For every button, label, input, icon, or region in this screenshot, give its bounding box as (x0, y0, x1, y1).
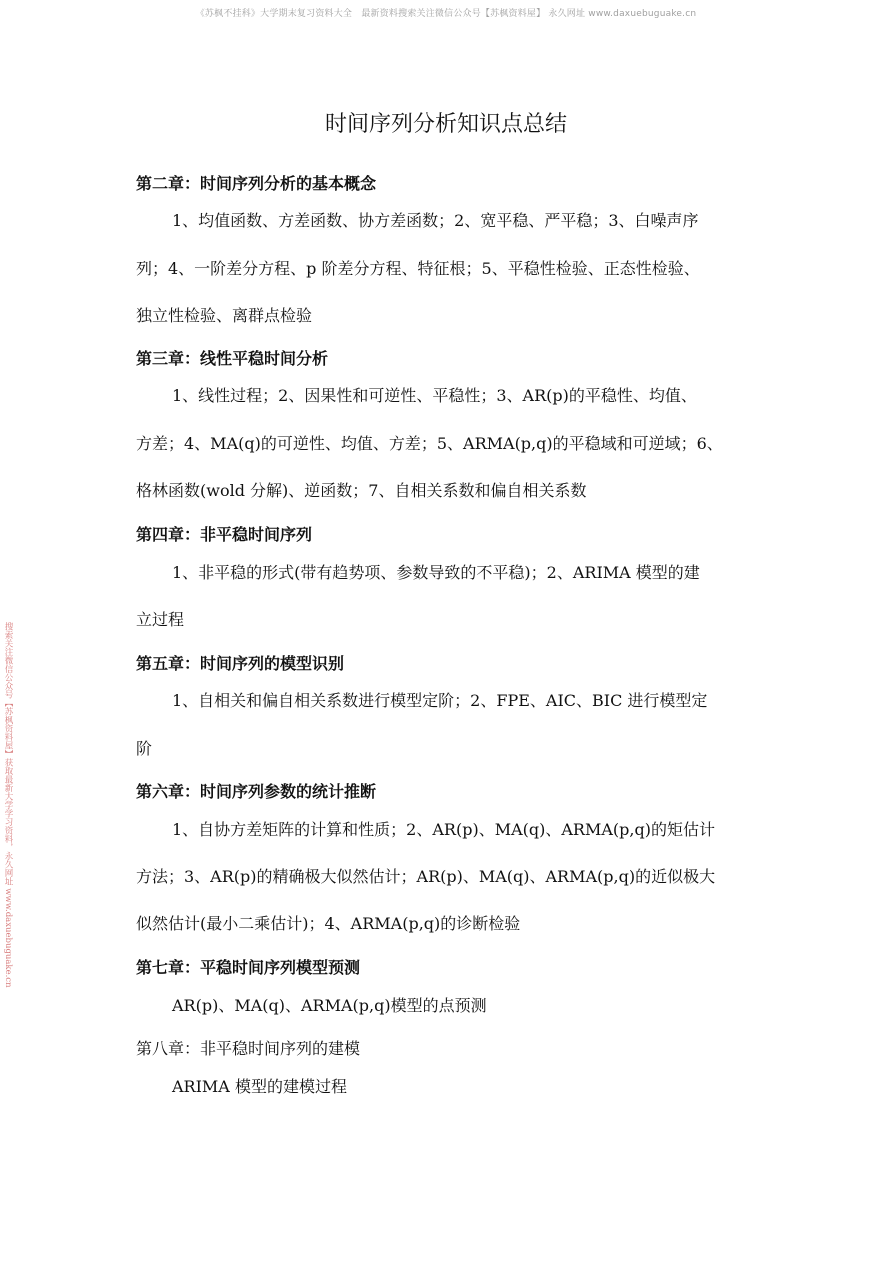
chapter-7-heading: 第七章：平稳时间序列模型预测 (136, 958, 361, 977)
chapter-7-line-1: AR(p)、MA(q)、ARMA(p,q)模型的点预测 (172, 996, 487, 1015)
chapter-8-heading: 第八章：非平稳时间序列的建模 (136, 1039, 361, 1058)
document-title: 时间序列分析知识点总结 (324, 112, 567, 137)
chapter-5-line-2: 阶 (136, 739, 153, 758)
chapter-6-line-3: 似然估计(最小二乘估计)；4、ARMA(p,q)的诊断检验 (136, 914, 521, 933)
chapter-4-line-2: 立过程 (136, 610, 185, 629)
chapter-2-heading: 第二章：时间序列分析的基本概念 (136, 174, 377, 193)
chapter-5-line-1: 1、自相关和偏自相关系数进行模型定阶；2、FPE、AIC、BIC 进行模型定 (172, 691, 708, 710)
chapter-6-line-1: 1、自协方差矩阵的计算和性质；2、AR(p)、MA(q)、ARMA(p,q)的矩估计 (172, 820, 715, 839)
chapter-3-line-1: 1、线性过程；2、因果性和可逆性、平稳性；3、AR(p)的平稳性、均值、 (172, 386, 697, 405)
chapter-6-line-2: 方法；3、AR(p)的精确极大似然估计；AR(p)、MA(q)、ARMA(p,q)的近似极大 (136, 867, 716, 886)
chapter-2-line-3: 独立性检验、离群点检验 (136, 306, 313, 325)
side-watermark: 搜索关注微信公众号【苏枫资料屋】获取最新大学学习资料，永久网址 www.daxuebuguake.cn (3, 622, 13, 988)
chapter-2-line-2: 列；4、一阶差分方程、p 阶差分方程、特征根；5、平稳性检验、正态性检验、 (136, 259, 700, 278)
chapter-8-line-1: ARIMA 模型的建模过程 (172, 1077, 347, 1096)
chapter-4-heading: 第四章：非平稳时间序列 (136, 525, 313, 544)
chapter-5-heading: 第五章：时间序列的模型识别 (136, 654, 345, 673)
header-watermark: 《苏枫不挂科》大学期末复习资料大全 最新资料搜索关注微信公众号【苏枫资料屋】 永久网址 www.daxuebuguake.cn (195, 9, 697, 19)
chapter-6-heading: 第六章：时间序列参数的统计推断 (136, 782, 377, 801)
chapter-3-line-2: 方差；4、MA(q)的可逆性、均值、方差；5、ARMA(p,q)的平稳域和可逆域；6、 (136, 434, 723, 453)
chapter-2-line-1: 1、均值函数、方差函数、协方差函数；2、宽平稳、严平稳；3、白噪声序 (172, 211, 699, 230)
chapter-4-line-1: 1、非平稳的形式(带有趋势项、参数导致的不平稳)；2、ARIMA 模型的建 (172, 563, 700, 582)
chapter-3-heading: 第三章：线性平稳时间分析 (136, 349, 329, 368)
chapter-3-line-3: 格林函数(wold 分解)、逆函数；7、自相关系数和偏自相关系数 (136, 481, 587, 500)
